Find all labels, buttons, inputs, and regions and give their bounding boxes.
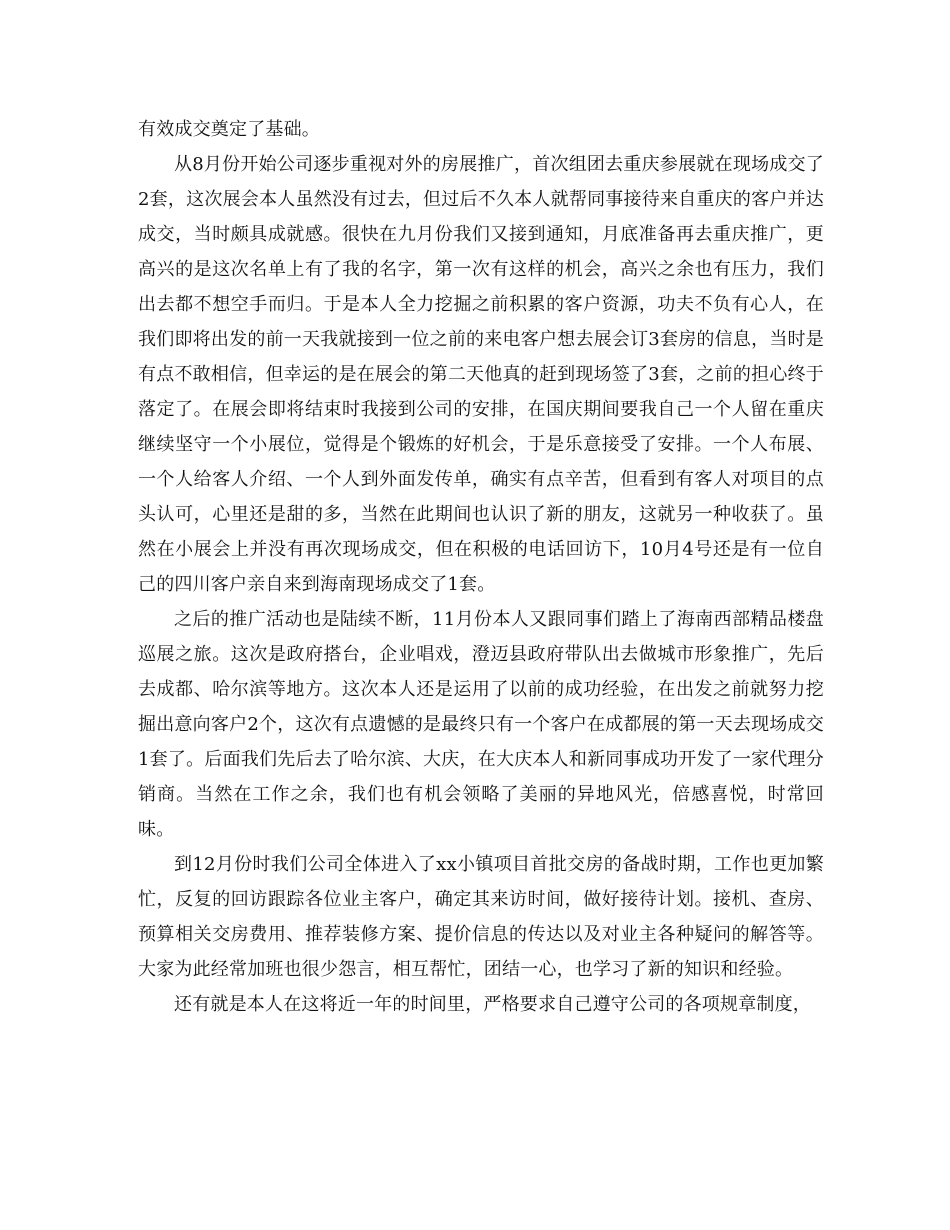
paragraph-5: 还有就是本人在这将近一年的时间里，严格要求自己遵守公司的各项规章制度， [174, 994, 811, 1015]
document-body [138, 112, 824, 1022]
paragraph-3: 之后的推广活动也是陆续不断，11月份本人又跟同事们踏上了海南西部精品楼盘巡展之旅。这次是政府搭台，企业唱戏，澄迈县政府带队出去做城市形象推广，先后去成都、哈尔滨等地方。这次本人还是运用了以前的成功经验，在出发之前就努力挖掘出意向客户2个，这次有点遗憾的是最终只有一个客户在成都展的第一天去现场成交1套了。后面我们先后去了哈尔滨、大庆，在大庆本人和新同事成功开发了一家代理分销商。当然在工作之余，我们也有机会领略了美丽的异地风光，倍感喜悦，时常回味。 [138, 609, 824, 840]
paragraph-4: 到12月份时我们公司全体进入了xx小镇项目首批交房的备战时期，工作也更加繁忙，反复的回访跟踪各位业主客户，确定其来访时间，做好接待计划。接机、查房、预算相关交房费用、推荐装修方案、提价信息的传达以及对业主各种疑问的解答等。大家为此经常加班也很少怨言，相互帮忙，团结一心，也学习了新的知识和经验。 [138, 854, 824, 980]
paragraph-2: 从8月份开始公司逐步重视对外的房展推广，首次组团去重庆参展就在现场成交了2套，这次展会本人虽然没有过去，但过后不久本人就帮同事接待来自重庆的客户并达成交，当时颇具成就感。很快在九月份我们又接到通知，月底准备再去重庆推广，更高兴的是这次名单上有了我的名字，第一次有这样的机会，高兴之余也有压力，我们出去都不想空手而归。于是本人全力挖掘之前积累的客户资源，功夫不负有心人，在我们即将出发的前一天我就接到一位之前的来电客户想去展会订3套房的信息，当时是有点不敢相信，但幸运的是在展会的第二天他真的赶到现场签了3套，之前的担心终于落定了。在展会即将结束时我接到公司的安排，在国庆期间要我自己一个人留在重庆继续坚守一个小展位，觉得是个锻炼的好机会，于是乐意接受了安排。一个人布展、一个人给客人介绍、一个人到外面发传单，确实有点辛苦，但看到有客人对项目的点头认可，心里还是甜的多，当然在此期间也认识了新的朋友，这就另一种收获了。虽然在小展会上并没有再次现场成交，但在积极的电话回访下，10月4号还是有一位自己的四川客户亲自来到海南现场成交了1套。 [138, 154, 824, 595]
paragraph-1: 有效成交奠定了基础。 [138, 119, 320, 140]
